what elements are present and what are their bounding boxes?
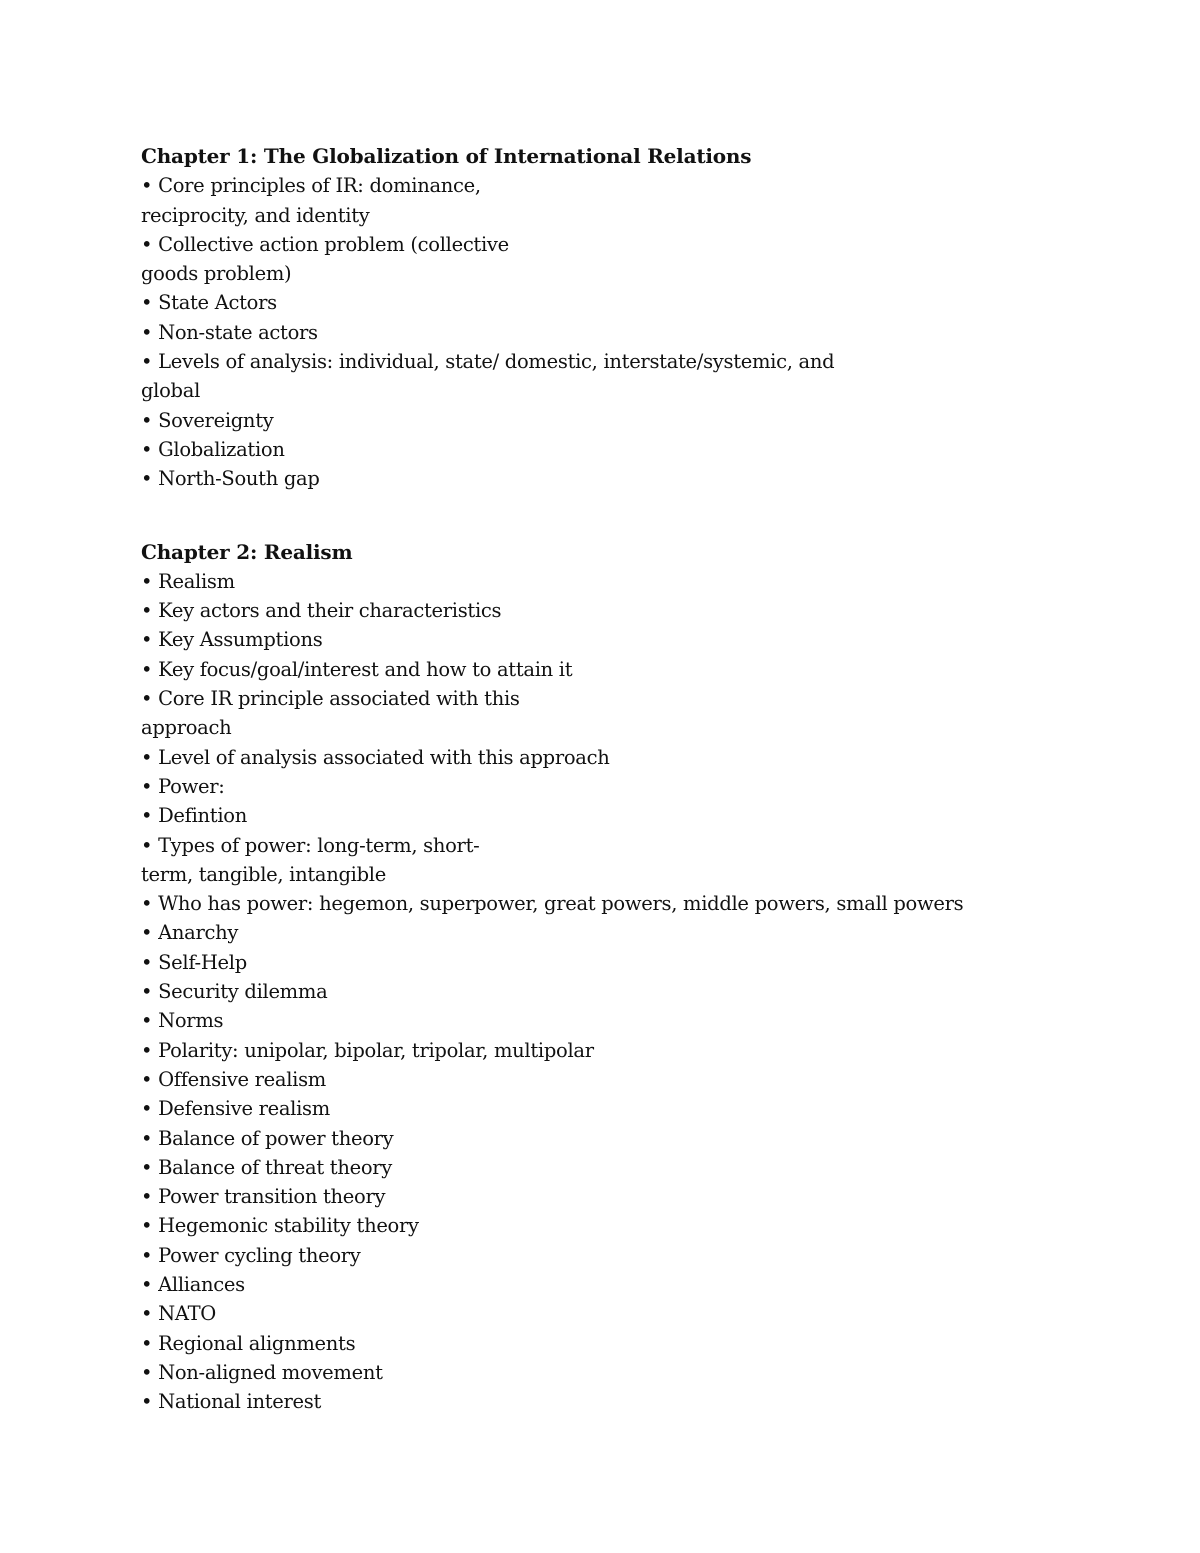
text-line: • Globalization <box>141 437 285 461</box>
text-line: • Balance of power theory <box>141 1126 394 1150</box>
text-line: • Who has power: hegemon, superpower, great powers, middle powers, small powers <box>141 892 964 916</box>
text-line: • Core principles of IR: dominance, <box>141 174 481 198</box>
text-line: • Non-state actors <box>141 320 318 344</box>
text-line: • Regional alignments <box>141 1331 356 1355</box>
text-line: • Norms <box>141 1009 224 1033</box>
section-heading: Chapter 2: Realism <box>141 539 353 564</box>
text-line: • Core IR principle associated with this <box>141 687 520 711</box>
text-line: approach <box>141 716 232 740</box>
text-line: • National interest <box>141 1390 321 1414</box>
text-line: • North-South gap <box>141 467 320 491</box>
text-line: • Balance of threat theory <box>141 1155 393 1179</box>
text-line: • Defensive realism <box>141 1097 330 1121</box>
text-line: • State Actors <box>141 291 277 315</box>
text-line: • Alliances <box>141 1272 245 1296</box>
text-line: • Offensive realism <box>141 1067 326 1091</box>
text-line: • NATO <box>141 1302 216 1326</box>
text-line: • Key focus/goal/interest and how to attain it <box>141 657 573 681</box>
text-line: • Levels of analysis: individual, state/ domestic, interstate/systemic, and <box>141 350 835 374</box>
text-line: global <box>141 379 201 403</box>
text-line: • Key Assumptions <box>141 628 323 652</box>
text-line: • Hegemonic stability theory <box>141 1214 419 1238</box>
section-chapter-2 <box>141 538 1091 1417</box>
text-line: • Self-Help <box>141 950 247 974</box>
section-heading: Chapter 1: The Globalization of International Relations <box>141 144 752 168</box>
text-line: • Level of analysis associated with this approach <box>141 745 610 769</box>
text-line: • Collective action problem (collective <box>141 232 509 256</box>
text-line: • Security dilemma <box>141 980 328 1004</box>
text-line: • Non-aligned movement <box>141 1360 383 1384</box>
document-body <box>141 142 1091 1416</box>
text-line: • Power: <box>141 774 225 798</box>
text-line: goods problem) <box>141 262 292 286</box>
text-line: • Polarity: unipolar, bipolar, tripolar, multipolar <box>141 1038 594 1062</box>
text-line: • Power transition theory <box>141 1185 386 1209</box>
text-line: • Types of power: long-term, short- <box>141 833 480 857</box>
text-line: • Anarchy <box>141 921 239 945</box>
section-chapter-1 <box>141 142 1091 494</box>
text-line: • Defintion <box>141 804 247 828</box>
text-line: reciprocity, and identity <box>141 203 370 227</box>
text-line: term, tangible, intangible <box>141 862 386 886</box>
text-line: • Power cycling theory <box>141 1243 361 1267</box>
text-line: • Realism <box>141 569 235 593</box>
text-line: • Key actors and their characteristics <box>141 599 502 623</box>
text-line: • Sovereignty <box>141 408 274 432</box>
